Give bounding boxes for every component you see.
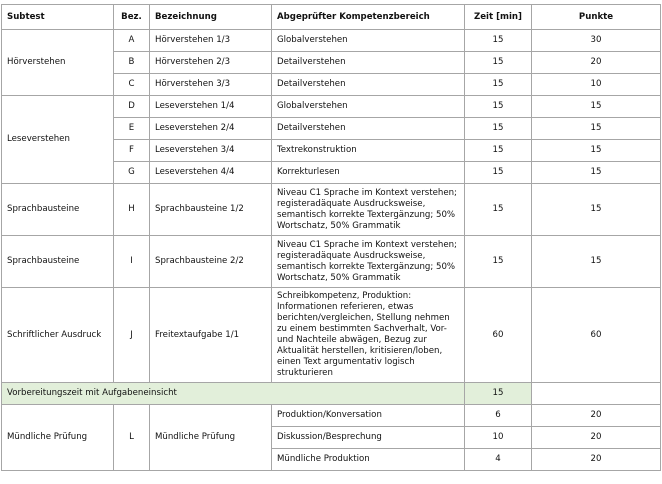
preparation-empty — [532, 383, 661, 405]
punkte-cell: 15 — [532, 236, 661, 288]
area-cell: Schreibkompetenz, Produktion: Informationen referieren, etwas berichten/vergleichen, Stellung nehmen zu einem bestimmten Sachverhalt, Vor- und Nachteile abwägen, Bezug zur Aktualität herstellen, kritisieren/loben, einen Text argumentativ logisch strukturieren — [272, 288, 465, 383]
area-cell: Niveau C1 Sprache im Kontext verstehen; registeradäquate Ausdrucksweise, semantisch korrekte Textergänzung; 50% Wortschatz, 50% Grammatik — [272, 184, 465, 236]
preparation-row — [2, 383, 661, 405]
punkte-cell: 15 — [532, 96, 661, 118]
name-cell: Leseverstehen 2/4 — [150, 118, 272, 140]
bez-cell: A — [114, 30, 150, 52]
punkte-cell: 20 — [532, 405, 661, 427]
punkte-cell: 15 — [532, 118, 661, 140]
area-cell: Globalverstehen — [272, 96, 465, 118]
header-subtest: Subtest — [2, 5, 114, 30]
zeit-cell: 60 — [465, 288, 532, 383]
subtest-cell: Schriftlicher Ausdruck — [2, 288, 114, 383]
area-cell: Mündliche Produktion — [272, 449, 465, 471]
table-row — [2, 30, 661, 52]
name-cell: Hörverstehen 2/3 — [150, 52, 272, 74]
table-row — [2, 96, 661, 118]
name-cell: Mündliche Prüfung — [150, 405, 272, 471]
table-row — [2, 405, 661, 427]
zeit-cell: 15 — [465, 118, 532, 140]
punkte-cell: 20 — [532, 449, 661, 471]
header-bezeichnung: Bezeichnung — [150, 5, 272, 30]
punkte-cell: 20 — [532, 52, 661, 74]
zeit-cell: 15 — [465, 96, 532, 118]
bez-cell: H — [114, 184, 150, 236]
zeit-cell: 15 — [465, 162, 532, 184]
area-cell: Globalverstehen — [272, 30, 465, 52]
header-punkte: Punkte — [532, 5, 661, 30]
preparation-label: Vorbereitungszeit mit Aufgabeneinsicht — [2, 383, 465, 405]
punkte-cell: 10 — [532, 74, 661, 96]
punkte-cell: 15 — [532, 184, 661, 236]
zeit-cell: 15 — [465, 184, 532, 236]
punkte-cell: 15 — [532, 140, 661, 162]
area-cell: Korrekturlesen — [272, 162, 465, 184]
subtest-cell: Hörverstehen — [2, 30, 114, 96]
subtest-cell: Mündliche Prüfung — [2, 405, 114, 471]
header-row — [2, 5, 661, 30]
bez-cell: F — [114, 140, 150, 162]
name-cell: Hörverstehen 1/3 — [150, 30, 272, 52]
zeit-cell: 4 — [465, 449, 532, 471]
bez-cell: D — [114, 96, 150, 118]
area-cell: Niveau C1 Sprache im Kontext verstehen; registeradäquate Ausdrucksweise, semantisch korrekte Textergänzung; 50% Wortschatz, 50% Grammatik — [272, 236, 465, 288]
area-cell: Diskussion/Besprechung — [272, 427, 465, 449]
zeit-cell: 15 — [465, 30, 532, 52]
header-zeit: Zeit [min] — [465, 5, 532, 30]
punkte-cell: 15 — [532, 162, 661, 184]
area-cell: Detailverstehen — [272, 118, 465, 140]
punkte-cell: 30 — [532, 30, 661, 52]
area-cell: Textrekonstruktion — [272, 140, 465, 162]
header-kompetenzbereich: Abgeprüfter Kompetenzbereich — [272, 5, 465, 30]
bez-cell: G — [114, 162, 150, 184]
bez-cell: E — [114, 118, 150, 140]
name-cell: Leseverstehen 3/4 — [150, 140, 272, 162]
table-row — [2, 236, 661, 288]
name-cell: Sprachbausteine 1/2 — [150, 184, 272, 236]
zeit-cell: 15 — [465, 52, 532, 74]
zeit-cell: 10 — [465, 427, 532, 449]
subtest-cell: Leseverstehen — [2, 96, 114, 184]
zeit-cell: 15 — [465, 74, 532, 96]
bez-cell: I — [114, 236, 150, 288]
bez-cell: J — [114, 288, 150, 383]
area-cell: Produktion/Konversation — [272, 405, 465, 427]
zeit-cell: 15 — [465, 236, 532, 288]
bez-cell: L — [114, 405, 150, 471]
area-cell: Detailverstehen — [272, 52, 465, 74]
area-cell: Detailverstehen — [272, 74, 465, 96]
preparation-zeit: 15 — [465, 383, 532, 405]
name-cell: Leseverstehen 4/4 — [150, 162, 272, 184]
name-cell: Leseverstehen 1/4 — [150, 96, 272, 118]
name-cell: Sprachbausteine 2/2 — [150, 236, 272, 288]
zeit-cell: 15 — [465, 140, 532, 162]
subtest-cell: Sprachbausteine — [2, 184, 114, 236]
bez-cell: C — [114, 74, 150, 96]
zeit-cell: 6 — [465, 405, 532, 427]
table-row — [2, 288, 661, 383]
header-bez: Bez. — [114, 5, 150, 30]
name-cell: Freitextaufgabe 1/1 — [150, 288, 272, 383]
name-cell: Hörverstehen 3/3 — [150, 74, 272, 96]
punkte-cell: 20 — [532, 427, 661, 449]
exam-structure-table — [1, 4, 661, 471]
punkte-cell: 60 — [532, 288, 661, 383]
table-row — [2, 184, 661, 236]
subtest-cell: Sprachbausteine — [2, 236, 114, 288]
bez-cell: B — [114, 52, 150, 74]
